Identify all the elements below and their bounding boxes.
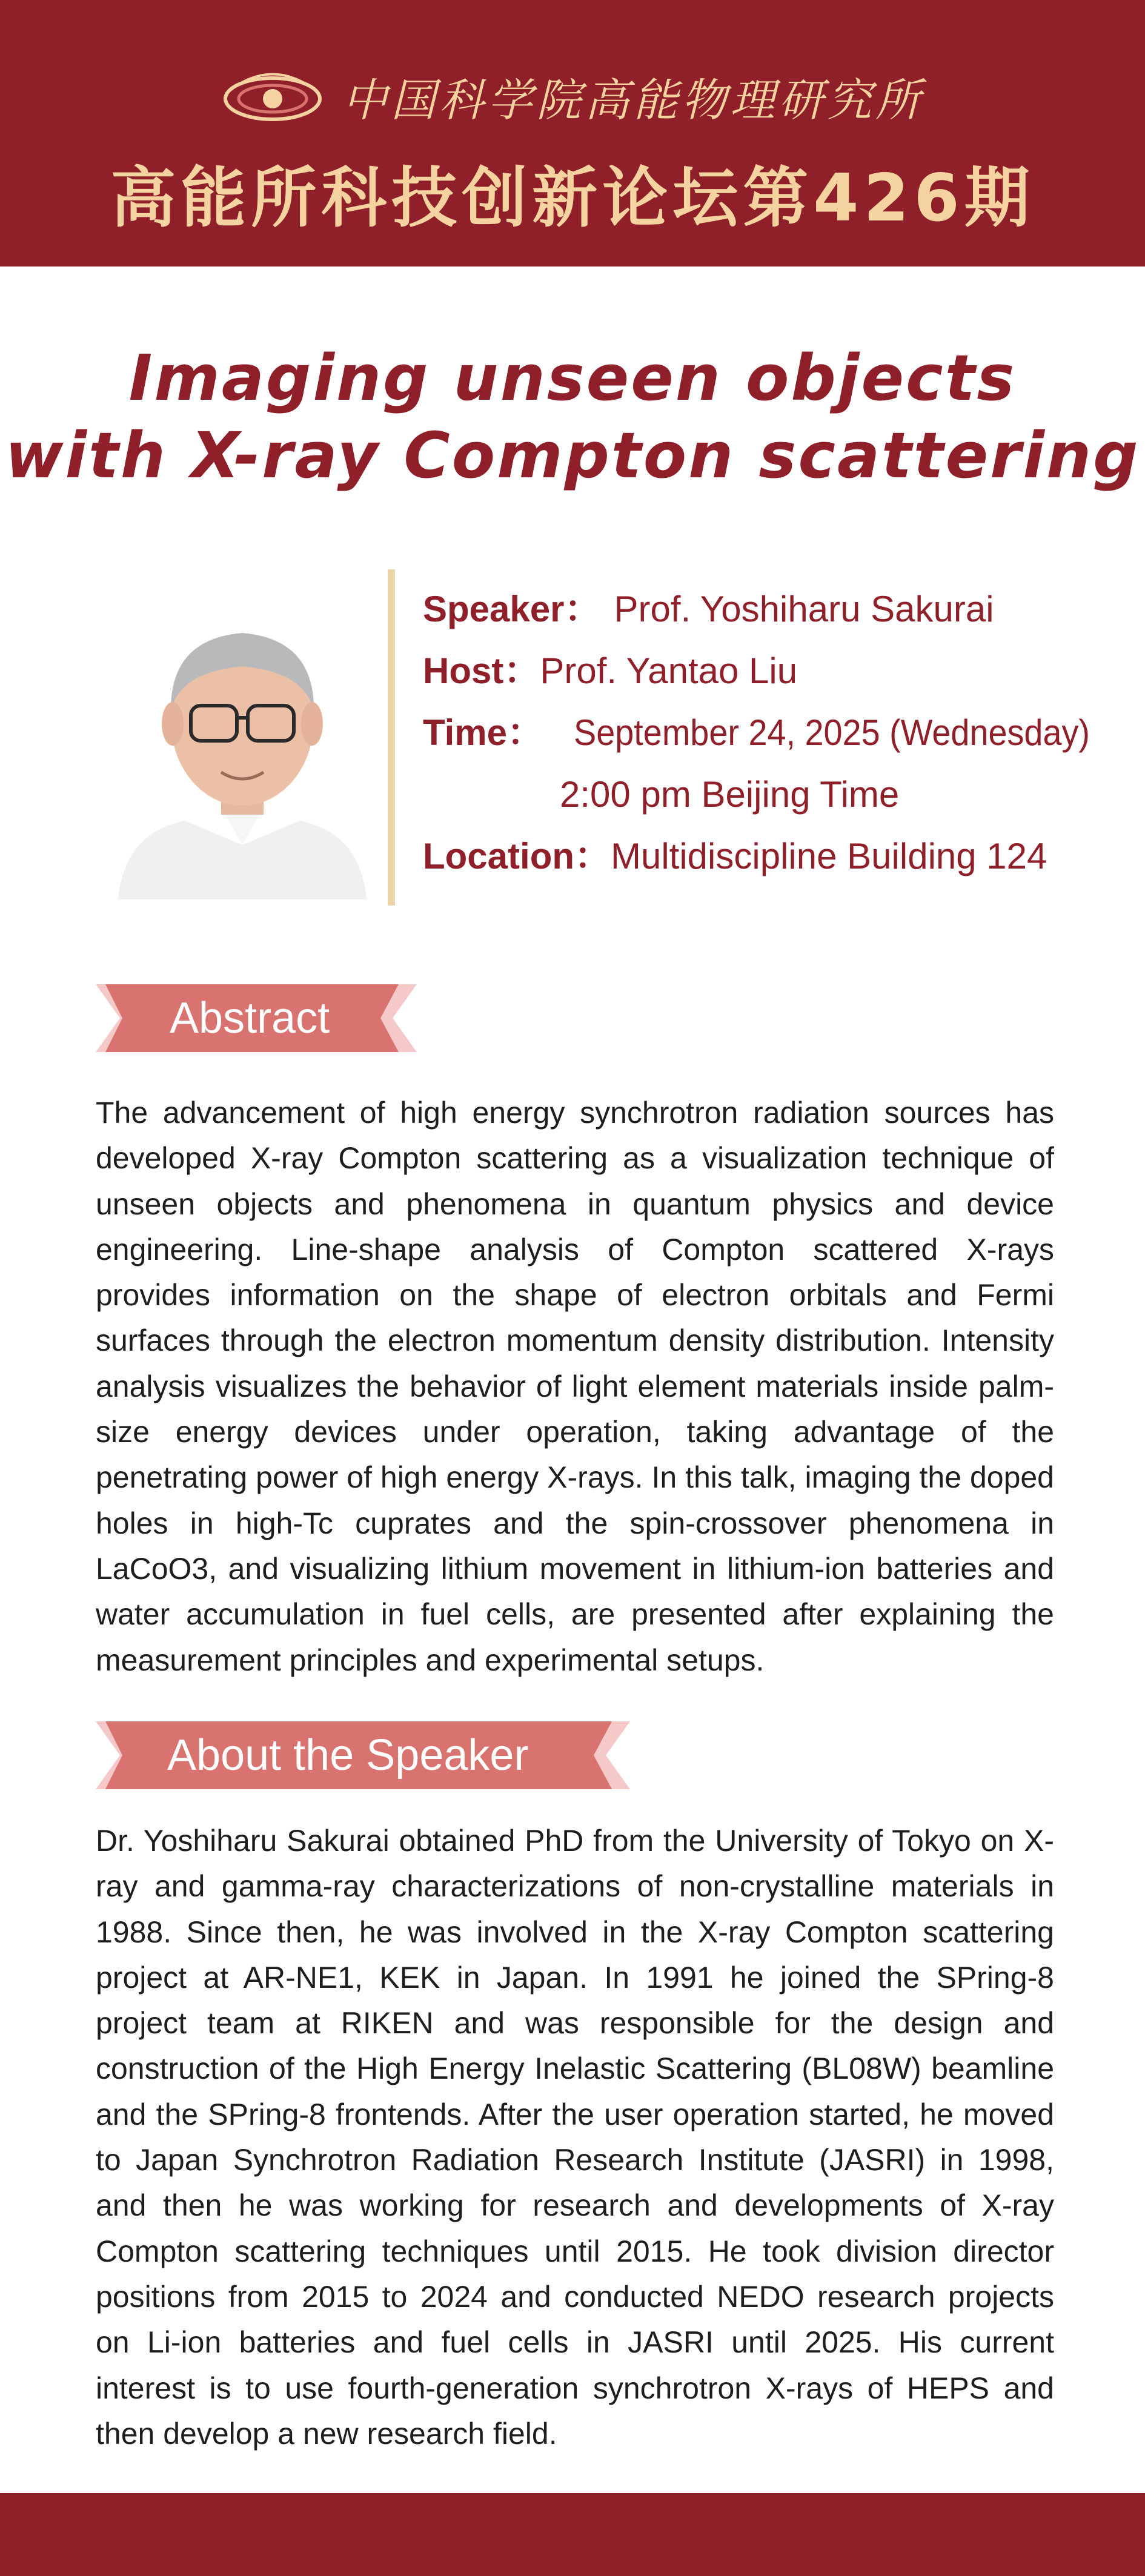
speaker-bio-heading: About the Speaker: [167, 1731, 529, 1780]
forum-title: 高能所科技创新论坛第426期: [110, 161, 1035, 236]
footer-band: [0, 2493, 1145, 2576]
talk-title-line-1: Imaging unseen objects: [128, 341, 1017, 415]
abstract-heading-tag: [96, 984, 417, 1052]
time-label: Time：: [423, 712, 543, 753]
institute-name: 中国科学院高能物理研究所: [342, 74, 924, 127]
abstract-text: The advancement of high energy synchrotron radiation sources has developed X-ray Compton scattering as a visualization technique of unseen objects and phenomena in quantum physics and device engineering. Line-shape analysis of Compton scattered X-rays provides information on the shape of electron orbitals and Fermi surfaces through the electron momentum density distribution. Intensity analysis visualizes the behavior of light element materials inside palm-size energy devices under operation, taking advantage of the penetrating power of high energy X-rays. In this talk, imaging the doped holes in high-Tc cuprates and the spin-crossover phenomena in LaCoO3, and visualizing lithium movement in lithium-ion batteries and water accumulation in fuel cells, are presented after explaining the measurement principles and experimental setups.: [96, 1096, 1054, 1677]
speaker-label: Speaker：: [423, 589, 601, 629]
location-label: Location：: [423, 836, 611, 876]
talk-title-line-2: with X-ray Compton scattering: [5, 419, 1140, 492]
institute-logo-row: [0, 58, 1145, 136]
time-row: [423, 702, 1126, 764]
time-value-row: [423, 764, 1126, 826]
abstract-heading: Abstract: [170, 994, 330, 1042]
ihep-logo-icon: [221, 64, 324, 130]
host-label: Host：: [423, 651, 540, 691]
location-value: Multidiscipline Building 124: [611, 836, 1047, 876]
speaker-name: Prof. Yoshiharu Sakurai: [614, 589, 994, 629]
talk-info: [423, 578, 1126, 887]
date-value: September 24, 2025 (Wednesday): [573, 712, 1090, 753]
host-name: Prof. Yantao Liu: [540, 651, 798, 691]
header-banner: [0, 0, 1145, 267]
talk-title: [0, 339, 1145, 494]
speaker-photo: [112, 591, 373, 899]
info-divider: [388, 569, 395, 906]
speaker-bio-text: Dr. Yoshiharu Sakurai obtained PhD from the University of Tokyo on X-ray and gamma-ray characterizations of non-crystalline materials in 1988. Since then, he was involved in the X-ray Compton scattering project at AR-NE1, KEK in Japan. In 1991 he joined the SPring-8 project team at RIKEN and was responsible for the design and construction of the High Energy Inelastic Scattering (BL08W) beamline and the SPring-8 frontends. After the user operation started, he moved to Japan Synchrotron Radiation Research Institute (JASRI) in 1998, and then he was working for research and developments of X-ray Compton scattering techniques until 2015. He took division director positions from 2015 to 2024 and conducted NEDO research projects on Li-ion batteries and fuel cells in JASRI until 2025. His current interest is to use fourth-generation synchrotron X-rays of HEPS and then develop a new research field.: [96, 1824, 1054, 2451]
speaker-bio-heading-tag: [96, 1721, 630, 1789]
time-value: 2:00 pm Beijing Time: [560, 774, 900, 815]
location-row: [423, 826, 1126, 887]
speaker-row: [423, 578, 1126, 640]
host-row: [423, 640, 1126, 702]
